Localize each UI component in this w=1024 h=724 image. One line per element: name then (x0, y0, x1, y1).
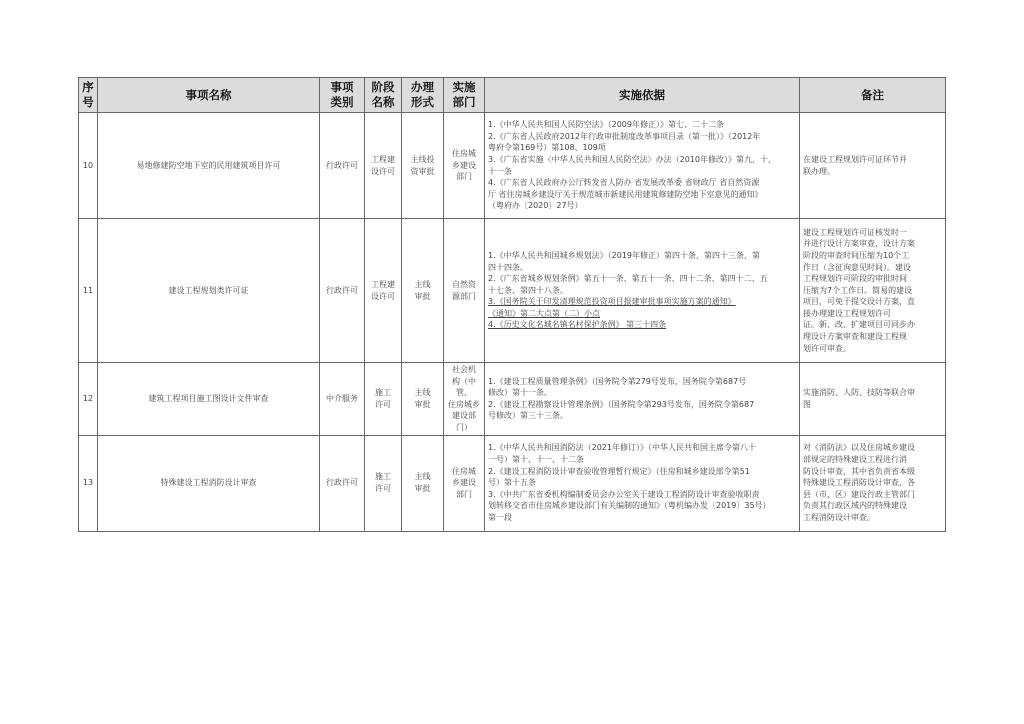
cell-basis (485, 435, 800, 531)
cell-category: 中介服务 (320, 363, 365, 436)
header-dept: 实施 部门 (444, 78, 485, 113)
cell-stage: 工程建 设许可 (365, 113, 402, 219)
remark-line: 作日（含征询意见时间）。建设 (803, 262, 911, 272)
basis-line: 1.《建设工程质量管理条例》（国务院令第279号发布，国务院令第687号 (488, 376, 747, 386)
remark-line: 实施消防、人防、技防等联合审 (803, 388, 915, 398)
basis-line: 十一条 (488, 166, 512, 176)
cell-dept: 住房城 乡建设 部门 (444, 113, 485, 219)
cell-mode: 主线 审批 (402, 435, 444, 531)
cell-dept: 住房城 乡建设 部门 (444, 435, 485, 531)
remark-line: 并进行设计方案审查，设计方案 (803, 239, 915, 249)
cell-stage: 工程建 设许可 (365, 219, 402, 363)
remark-line: 部规定的特殊建设工程进行消 (803, 455, 907, 465)
remark-line: 负责其行政区域内的特殊建设 (803, 501, 907, 511)
cell-dept: 社会机 构（中管、 住房城乡 建设部 门） (444, 363, 485, 436)
remark-line: 对《消防法》以及住房城乡建设 (803, 443, 915, 453)
table-row (79, 435, 946, 531)
cell-mode: 主线 审批 (402, 219, 444, 363)
basis-line: 1.《中华人民共和国人民防空法》（2009年修正）》第七、二十二条 (488, 120, 724, 130)
cell-category: 行政许可 (320, 219, 365, 363)
remark-line: 特殊建设工程消防设计审查，各 (803, 478, 915, 488)
table-header-row (79, 78, 946, 113)
cell-name: 特殊建设工程消防设计审查 (98, 435, 320, 531)
header-remark: 备注 (800, 78, 946, 113)
matters-table (78, 77, 946, 532)
cell-stage: 施工 许可 (365, 363, 402, 436)
cell-remark (800, 435, 946, 531)
cell-seq: 11 (79, 219, 98, 363)
basis-line: 号修改）第三十三条。 (488, 411, 568, 421)
remark-line: 接办理建设工程规划许可 (803, 308, 891, 318)
cell-name: 建筑工程项目施工图设计文件审查 (98, 363, 320, 436)
cell-stage: 施工 许可 (365, 435, 402, 531)
cell-mode: 主线 审批 (402, 363, 444, 436)
basis-line: 四十四条。 (488, 262, 528, 272)
header-mode: 办理 形式 (402, 78, 444, 113)
remark-line: 建设工程规划许可证核发时一 (803, 227, 907, 237)
basis-line: 修改）第十一条。 (488, 388, 552, 398)
cell-name: 建设工程规划类许可证 (98, 219, 320, 363)
basis-line: 3.《广东省实施〈中华人民共和国人民防空法〉办法（2010年修改）》第九、十、 (488, 154, 776, 164)
cell-name: 易地修建防空地下室的民用建筑项目许可 (98, 113, 320, 219)
remark-line: 工程规划许可阶段的审批时间 (803, 274, 907, 284)
remark-line: 在建设工程规划许可证环节并 (803, 154, 907, 164)
cell-remark (800, 113, 946, 219)
remark-line: 项目，可免于提交设计方案，直 (803, 297, 915, 307)
basis-line: 一号）第十、十一、十二条 (488, 455, 584, 465)
remark-line: 压缩为7个工作日。简易的建设 (803, 285, 913, 295)
basis-line: 厅 省住房城乡建设厅关于规范城市新建民用建筑修建防空地下室意见的通知》 (488, 189, 763, 199)
basis-line: 1.《中华人民共和国城乡规划法》（2019年修正）第四十条、第四十三条、第 (488, 250, 760, 260)
basis-line: 第一段 (488, 513, 512, 523)
remark-line: 阶段的审查时间压缩为10个工 (803, 250, 910, 260)
basis-line: 4.《历史文化名城名镇名村保护条例》 第三十四条 (488, 320, 667, 330)
cell-remark (800, 219, 946, 363)
basis-line: （粤府办〔2020〕27号） (488, 201, 583, 211)
cell-basis (485, 219, 800, 363)
cell-dept: 自然资 源部门 (444, 219, 485, 363)
cell-remark (800, 363, 946, 436)
header-stage: 阶段 名称 (365, 78, 402, 113)
basis-line: 2.《建设工程勘察设计管理条例》（国务院令第293号发布，国务院令第687 (488, 399, 755, 409)
header-basis: 实施依据 (485, 78, 800, 113)
cell-seq: 10 (79, 113, 98, 219)
remark-line: 联办理。 (803, 166, 835, 176)
remark-line: 工程消防设计审查。 (803, 513, 875, 523)
basis-line: 划转移交省市住房城乡建设部门有关编制的通知》（粤机编办发〔2019〕35号） (488, 501, 771, 511)
remark-line: 划许可审查。 (803, 343, 851, 353)
basis-line: 号）第十五条 (488, 478, 536, 488)
remark-line: 防设计审查，其中省负责省本级 (803, 466, 915, 476)
basis-line: 2.《广东省人民政府2012年行政审批制度改革事项目录（第一批）》（2012年 (488, 131, 761, 141)
table-row (79, 113, 946, 219)
basis-line: 1.《中华人民共和国消防法（2021年修订）》（中华人民共和国主席令第八十 (488, 443, 756, 453)
header-name: 事项名称 (98, 78, 320, 113)
basis-line: 《通知》第二大点第（二）小点 (488, 308, 600, 318)
basis-line: 2.《广东省城乡规划条例》第五十一条、第五十一条、四十二条、第四十二、五 (488, 274, 768, 284)
basis-line: 2.《建设工程消防设计审查验收管理暂行规定》（住房和城乡建设部令第51 (488, 466, 750, 476)
header-seq: 序 号 (79, 78, 98, 113)
remark-line: 理设计方案审查和建设工程规 (803, 332, 907, 342)
remark-line: 县（市、区）建设行政主管部门 (803, 489, 915, 499)
remark-line: 证。新、改、扩建项目可同步办 (803, 320, 915, 330)
cell-category: 行政许可 (320, 113, 365, 219)
basis-line: 4.《广东省人民政府办公厅转发省人防办 省发展改革委 省财政厅 省自然资源 (488, 178, 760, 188)
table-row (79, 219, 946, 363)
table-row (79, 363, 946, 436)
basis-line: 粤府令第169号）第108、109项 (488, 143, 606, 153)
header-category: 事项 类别 (320, 78, 365, 113)
basis-line: 十七条、第四十八条。 (488, 285, 568, 295)
cell-mode: 主线投 资审批 (402, 113, 444, 219)
cell-basis (485, 113, 800, 219)
basis-line: 3.《国务院关于印发清理规范投资项目报建审批事项实施方案的通知》 (488, 297, 736, 307)
cell-seq: 12 (79, 363, 98, 436)
cell-seq: 13 (79, 435, 98, 531)
remark-line: 图 (803, 399, 811, 409)
cell-category: 行政许可 (320, 435, 365, 531)
cell-basis (485, 363, 800, 436)
basis-line: 3.《中共广东省委机构编制委员会办公室关于建设工程消防设计审查验收职责 (488, 489, 760, 499)
